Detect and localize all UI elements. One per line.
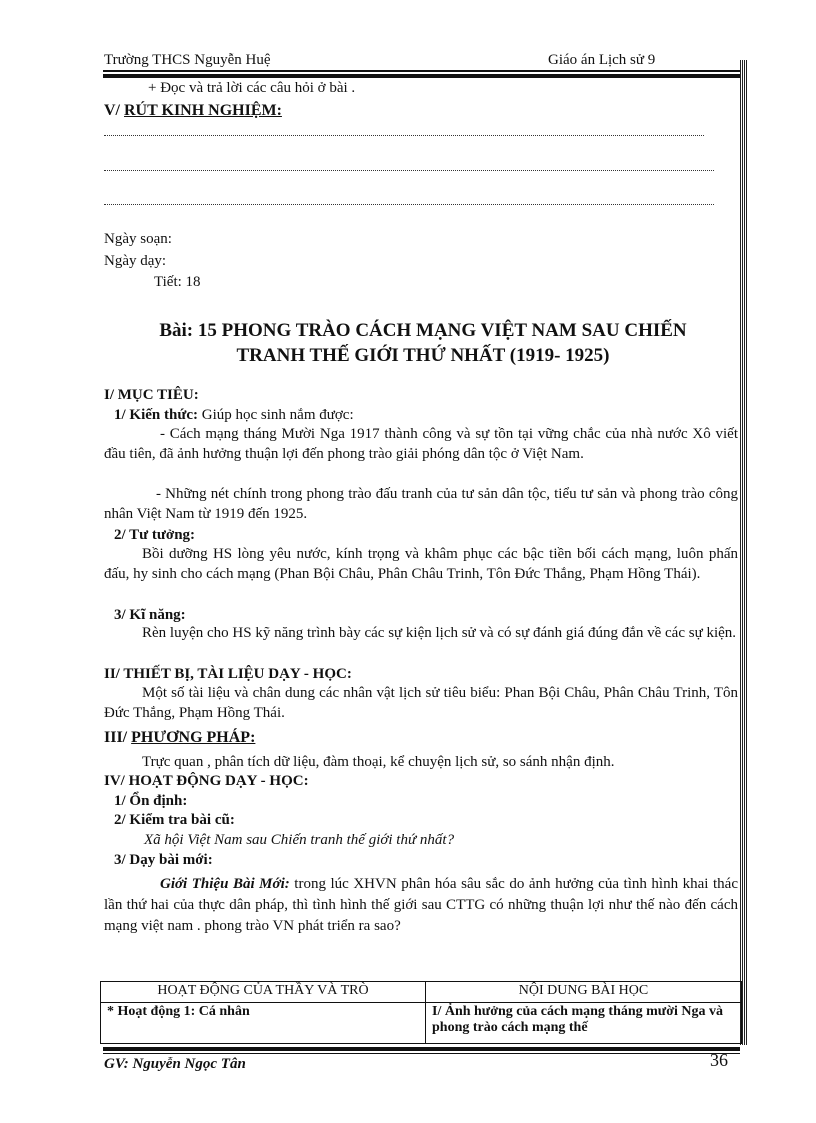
experience-heading [104, 101, 282, 121]
stabilize-label: 1/ Ổn định: [114, 793, 188, 809]
thought-text: Bồi dưỡng HS lòng yêu nước, kính trọng và khâm phục các bậc tiền bối cách mạng, luôn phấn đấu, hy sinh cho cách mạng (Phan Bội Châu, Phân Châu Trinh, Tôn Đức Thắng, Phạm Hồng Thái). [104, 546, 738, 582]
date-prepare: Ngày soạn: [104, 231, 172, 247]
lesson-table [100, 981, 742, 1044]
dotted-line-3 [104, 202, 714, 205]
table-header-row [101, 982, 742, 1003]
dotted-line-1 [104, 133, 704, 136]
footer-rule [103, 1053, 740, 1054]
knowledge-line [114, 405, 354, 425]
experience-heading-text: RÚT KINH NGHIỆM: [124, 102, 282, 119]
knowledge-intro: Giúp học sinh nắm được: [198, 407, 354, 423]
table-row [101, 1003, 742, 1044]
skill-label: 3/ Kĩ năng: [114, 607, 186, 623]
footer-teacher: GV: Nguyễn Ngọc Tân [104, 1056, 246, 1072]
thought-label: 2/ Tư tưởng: [114, 527, 196, 543]
read-line: + Đọc và trả lời các câu hỏi ở bài . [148, 80, 356, 96]
method-text: Trực quan , phân tích dữ liệu, đàm thoại, kể chuyện lịch sử, so sánh nhận định. [142, 754, 615, 770]
method-heading [104, 728, 255, 748]
experience-prefix: V/ [104, 102, 124, 119]
equipment-text: Một số tài liệu và chân dung các nhân vật lịch sử tiêu biểu: Phan Bội Châu, Phân Châu Trinh, Tôn Đức Thắng, Phạm Hồng Thái. [104, 685, 738, 721]
activities-heading: IV/ HOẠT ĐỘNG DẠY - HỌC: [104, 773, 309, 789]
footer-rule-thick [103, 1047, 740, 1051]
check-old-lesson-label: 2/ Kiểm tra bài cũ: [114, 812, 235, 828]
method-heading-text: PHƯƠNG PHÁP: [131, 729, 256, 746]
date-teach: Ngày dạy: [104, 253, 167, 269]
table-header-activity: HOẠT ĐỘNG CỦA THẦY VÀ TRÒ [101, 982, 426, 1003]
lesson-title-line1: Bài: 15 PHONG TRÀO CÁCH MẠNG VIỆT NAM SAU CHIẾN [159, 320, 687, 341]
knowledge-label: 1/ Kiến thức: [114, 407, 198, 423]
header-school: Trường THCS Nguyễn Huệ [104, 52, 271, 68]
header-rule [103, 70, 740, 72]
page-border-shadow [740, 60, 748, 1045]
skill-text: Rèn luyện cho HS kỹ năng trình bày các sự kiện lịch sử và có sự đánh giá đúng đắn về các sự kiện. [142, 625, 737, 641]
method-prefix: III/ [104, 729, 132, 746]
table-cell-content: I/ Ảnh hưởng của cách mạng tháng mười Nga và phong trào cách mạng thế [426, 1003, 742, 1044]
objectives-heading: I/ MỤC TIÊU: [104, 387, 199, 403]
dotted-line-2 [104, 168, 714, 171]
table-cell-activity: * Hoạt động 1: Cá nhân [101, 1003, 426, 1044]
intro-label: Giới Thiệu Bài Mới: [160, 876, 290, 892]
lesson-title-line2: TRANH THẾ GIỚI THỨ NHẤT (1919- 1925) [236, 345, 610, 366]
check-old-lesson-question: Xã hội Việt Nam sau Chiến tranh thế giới thứ nhất? [144, 832, 455, 848]
header-subject: Giáo án Lịch sử 9 [548, 52, 656, 68]
period-number: Tiết: 18 [154, 274, 201, 290]
intro-text: trong lúc XHVN phân hóa sâu sắc do ảnh hưởng của tình hình khai thác lần thứ hai của thực dân pháp, thì tình hình thế giới sau CTTG có những thuận lợi như thế nào đến cách mạng việt nam . phong trào VN phát triển ra sao? [104, 876, 738, 934]
new-lesson-label: 3/ Dạy bài mới: [114, 852, 213, 868]
equipment-heading: II/ THIẾT BỊ, TÀI LIỆU DẠY - HỌC: [104, 666, 352, 682]
page-number: 36 [710, 1050, 728, 1070]
knowledge-item-2: - Những nét chính trong phong trào đấu tranh của tư sản dân tộc, tiểu tư sản và phong trào công nhân Việt Nam từ 1919 đến 1925. [104, 486, 738, 522]
intro-paragraph [104, 874, 738, 937]
table-header-content: NỘI DUNG BÀI HỌC [426, 982, 742, 1003]
knowledge-item-1: - Cách mạng tháng Mười Nga 1917 thành công và sự tồn tại vững chắc của nhà nước Xô viết đầu tiên, đã ảnh hưởng thuận lợi đến phong trào giải phóng dân tộc ở Việt Nam. [104, 426, 738, 462]
